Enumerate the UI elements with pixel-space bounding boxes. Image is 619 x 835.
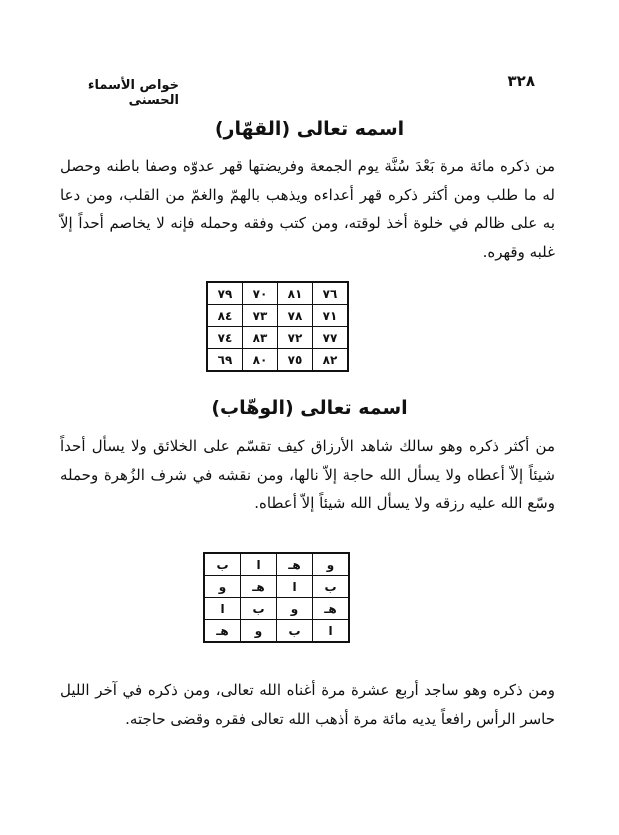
square-cell: ٨٤ [207, 305, 243, 327]
square-cell: ٧٠ [243, 282, 278, 305]
table-row [204, 576, 349, 598]
table-row [204, 620, 349, 643]
square-cell: ٧٢ [278, 327, 313, 349]
square-cell: هـ [277, 553, 313, 576]
letter-square-wahhab [203, 552, 350, 643]
square-cell: ا [277, 576, 313, 598]
section-paragraph-wahhab: من أكثر ذكره وهو سالك شاهد الأرزاق كيف تقسّم على الخلائق ولا يسأل أحداً شيئاً إلاّ أعطاه ولا يسأل الله حاجة إلاّ نالها، ومن نقشه في شرف الزُهرة وحمله وسّع الله عليه رزقه ولا يسأل الله شيئاً إلاّ أعطاه. [60, 437, 556, 512]
square-cell: ب [241, 598, 277, 620]
square-cell: ا [241, 553, 277, 576]
square-cell: ٧٣ [243, 305, 278, 327]
square-cell: ا [313, 620, 350, 643]
table-row [207, 327, 348, 349]
square-cell: ب [313, 576, 350, 598]
square-cell: ٨٢ [313, 349, 349, 372]
magic-square-qahhar [206, 281, 349, 372]
square-cell: هـ [204, 620, 241, 643]
square-cell: ٨١ [278, 282, 313, 305]
square-cell: ٧٨ [278, 305, 313, 327]
section-heading-wahhab: اسمه تعالى (الوهّاب) [211, 397, 408, 419]
square-cell: و [277, 598, 313, 620]
square-cell: ٦٩ [207, 349, 243, 372]
square-cell: ٨٠ [243, 349, 278, 372]
closing-paragraph: ومن ذكره وهو ساجد أربع عشرة مرة أغناه الله تعالى، ومن ذكره في آخر الليل حاسر الرأس رافعاً يديه مائة مرة أذهب الله تعالى فقره وقضى حاجته. [60, 681, 555, 728]
running-header-title: خواص الأسماء الحسنى [87, 78, 179, 108]
square-cell: ب [204, 553, 241, 576]
square-cell: ب [277, 620, 313, 643]
table-row [207, 349, 348, 372]
square-cell: ٧٧ [313, 327, 349, 349]
square-cell: و [204, 576, 241, 598]
square-cell: ٧٥ [278, 349, 313, 372]
square-cell: ٧٤ [207, 327, 243, 349]
square-cell: هـ [241, 576, 277, 598]
square-cell: ٧٦ [313, 282, 349, 305]
table-row [207, 282, 348, 305]
square-cell: ٧٩ [207, 282, 243, 305]
square-cell: ٧١ [313, 305, 349, 327]
square-cell: هـ [313, 598, 350, 620]
table-row [204, 553, 349, 576]
square-cell: و [241, 620, 277, 643]
square-cell: ٨٣ [243, 327, 278, 349]
page-number: ٣٢٨ [507, 72, 535, 90]
section-heading-qahhar: اسمه تعالى (القهّار) [214, 118, 405, 140]
table-row [207, 305, 348, 327]
table-row [204, 598, 349, 620]
square-cell: ا [204, 598, 241, 620]
section-paragraph-qahhar: من ذكره مائة مرة بَعْدَ سُنَّة يوم الجمعة وفريضتها قهر عدوّه وصفا باطنه وحصل له ما طلب ومن أكثر ذكره قهر أعداءه ويذهب بالهمّ والغمّ من القلب، ومن دعا به على ظالم في خلوة أخذ لوقته، ومن كتب وفقه وحمله فإنه لا يخاصم أحداً إلاّ غلبه وقهره. [60, 157, 555, 261]
square-cell: و [313, 553, 350, 576]
